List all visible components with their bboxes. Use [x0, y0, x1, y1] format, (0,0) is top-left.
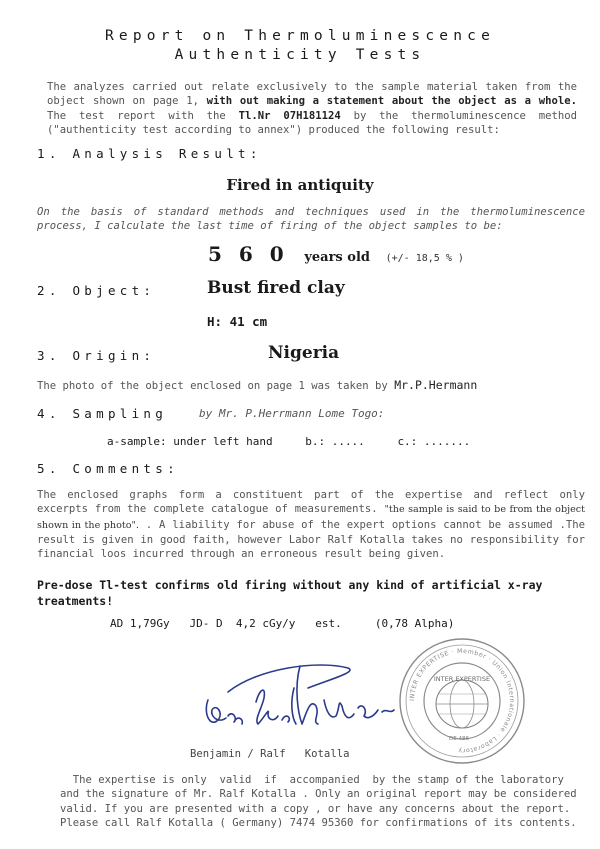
- method-text: On the basis of standard methods and techniques used in the thermoluminescence process, I calculate the last time of firing of the object samples to be:: [37, 206, 585, 233]
- intro-text-3: by the thermoluminescence method ("authenticity test according to annex") produced the following result:: [47, 109, 577, 136]
- section-3-heading: 3. Origin:: [37, 348, 156, 363]
- report-title-line2: Authenticity Tests: [174, 47, 426, 63]
- sampling-by: by Mr. P.Herrmann Lome Togo:: [199, 407, 385, 420]
- age-error: (+/- 18,5 % ): [385, 253, 464, 264]
- report-title-line1: Report on Thermoluminescence: [104, 28, 496, 44]
- section-5-heading: 5. Comments:: [37, 461, 179, 476]
- validity-footer: The expertise is only valid if accompanied by the stamp of the laboratory and the signature of Mr. Ralf Kotalla . Only an original report may be considered valid. If you are presented with a copy , or have any concerns about the report. Please call Ralf Kotalla ( Germany) 7474 95360 for confirmations of its contents.: [60, 774, 584, 829]
- stamp-ring-text: INTER EXPERTISE · Member · Union Internationale · Laboratory: [408, 647, 516, 755]
- comments-paragraph: [37, 488, 585, 561]
- intro-bold-1: with out making a statement about the object as a whole.: [206, 95, 577, 108]
- photo-author: Mr.P.Hermann: [394, 378, 478, 392]
- object-value: Bust fired clay: [207, 278, 345, 298]
- signatory-name: Benjamin / Ralf Kotalla: [190, 748, 350, 760]
- measurement-values: AD 1,79Gy JD- D 4,2 cGy/y est. (0,78 Alpha): [110, 617, 455, 630]
- photo-note-text: The photo of the object enclosed on page 1 was taken by: [37, 380, 388, 392]
- age-line: [208, 242, 464, 266]
- origin-value: Nigeria: [268, 343, 340, 363]
- object-height: H: 41 cm: [207, 314, 268, 329]
- intro-text-1: The analyzes carried out relate exclusively to the sample material taken from the object shown on page 1,: [47, 81, 577, 108]
- sample-c: c.: .......: [397, 435, 471, 448]
- handwritten-signature: [198, 658, 408, 738]
- photo-note: [37, 378, 477, 392]
- predose-note: Pre-dose Tl-test confirms old firing without any kind of artificial x-ray treatments!: [37, 578, 543, 608]
- signature-script-text: [240, 720, 241, 721]
- section-4-heading: 4. Sampling: [37, 406, 168, 421]
- intro-text-2: The test report with the: [47, 109, 226, 122]
- sample-b: b.: .....: [305, 435, 365, 448]
- sample-a: a-sample: under left hand: [107, 435, 273, 448]
- comments-text-1: The enclosed graphs form a constituent part of the expertise and reflect only excerpts from the complete catalogue of measurements.: [37, 489, 585, 516]
- analysis-result: Fired in antiquity: [226, 176, 374, 194]
- age-unit: years old: [304, 250, 370, 265]
- comments-text-2: . A liability for abuse of the expert options cannot be assumed .The result is given in good faith, however Labor Ralf Kotalla takes no responsibility for financial loos incurred through an erroneous result being given.: [37, 518, 585, 561]
- sample-list: [107, 435, 470, 448]
- comments-quote: "the sample is said to be from the object shown in the photo".: [37, 504, 585, 531]
- section-1-heading: 1. Analysis Result:: [37, 146, 262, 161]
- test-report-number: Tl.Nr 07H181124: [238, 109, 341, 122]
- laboratory-stamp: [397, 636, 527, 766]
- section-2-heading: 2. Object:: [37, 283, 156, 298]
- age-number: 5 6 0: [208, 242, 289, 266]
- stamp-center-text: INTER EXPERTISE: [433, 675, 491, 683]
- stamp-number: DE 486: [449, 736, 469, 742]
- intro-paragraph: [47, 80, 577, 137]
